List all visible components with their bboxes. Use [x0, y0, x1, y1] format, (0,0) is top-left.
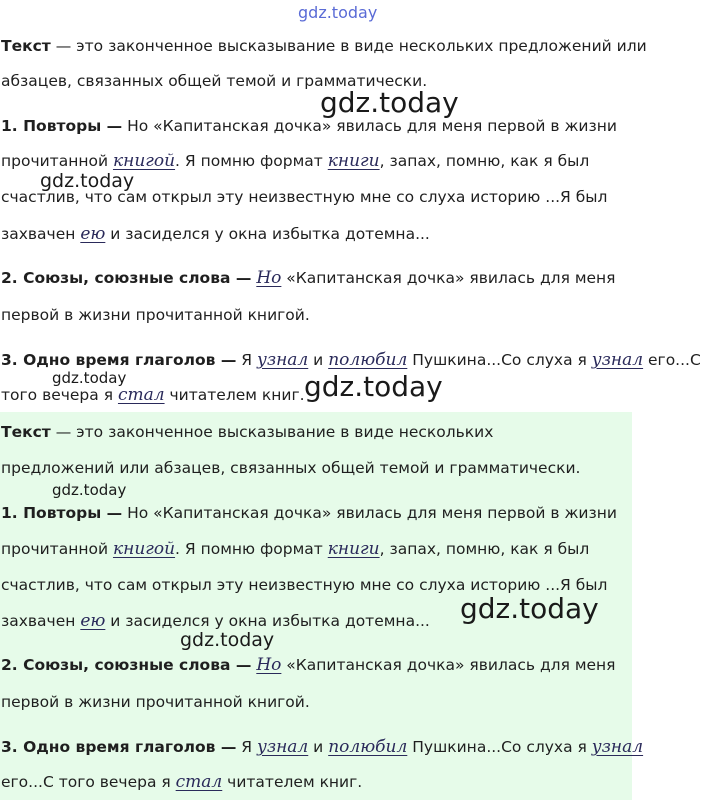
text-run: счастлив, что сам открыл эту неизвестную мне со слуха историю ...Я был: [1, 576, 608, 594]
repetitions-line-4: [1, 224, 430, 244]
handwritten-word: полюбил: [328, 350, 408, 370]
text-run: Пушкина...Со слуха я: [407, 738, 592, 756]
repetitions-line-1: [1, 503, 617, 523]
text-definition-line-1: Текст — это законченное высказывание в виде нескольких предложений или: [1, 37, 647, 55]
handwritten-word: стал: [117, 385, 165, 405]
watermark-logo: gdz.today: [298, 3, 378, 22]
text-run: и засиделся у окна избытка дотемна...: [105, 225, 430, 243]
handwritten-word: Но: [256, 655, 282, 675]
text-run: прочитанной: [1, 152, 113, 170]
watermark-logo: gdz.today: [180, 629, 275, 651]
text-run: , запах, помню, как я был: [379, 152, 590, 170]
verbs-line-2: [1, 772, 362, 792]
text-run: . Я помню формат: [175, 540, 328, 558]
text-run: прочитанной: [1, 540, 113, 558]
text-run: захвачен: [1, 612, 81, 630]
verbs-line-2: [1, 385, 305, 405]
text-run: «Капитанская дочка» явилась для меня: [281, 269, 616, 287]
text-run: и засиделся у окна избытка дотемна...: [105, 612, 430, 630]
handwritten-word: узнал: [256, 737, 309, 757]
handwritten-word: ею: [80, 224, 106, 244]
text-run: Но «Капитанская дочка» явилась для меня первой в жизни: [122, 504, 617, 522]
text-run: . Я помню формат: [175, 152, 328, 170]
text-run: читателем книг.: [164, 386, 305, 404]
section-heading: 2. Союзы, союзные слова —: [1, 656, 252, 674]
repetitions-line-2: [1, 151, 589, 171]
handwritten-word: узнал: [256, 350, 309, 370]
repetitions-line-1: 1. Повторы — Но «Капитанская дочка» явилась для меня первой в жизни: [1, 117, 617, 135]
text-definition-line-1: [1, 422, 493, 442]
handwritten-word: стал: [175, 772, 223, 792]
verbs-line-1: [1, 350, 701, 370]
conjunctions-line-2: [1, 305, 310, 325]
watermark-logo: gdz.today: [52, 481, 127, 499]
section-heading: 3. Одно время глаголов —: [1, 351, 237, 369]
text-run: первой в жизни прочитанной книгой.: [1, 693, 310, 711]
conjunctions-line-1: [1, 268, 616, 288]
text-run: и: [308, 351, 329, 369]
watermark-logo: gdz.today: [52, 369, 127, 387]
text-run: его...С: [643, 351, 701, 369]
text-run: первой в жизни прочитанной книгой.: [1, 306, 310, 324]
text-run: предложений или абзацев, связанных общей темой и грамматически.: [1, 459, 581, 477]
text-run: — это законченное высказывание в виде нескольких: [50, 423, 494, 441]
term-heading: Текст: [1, 37, 51, 55]
watermark-logo: gdz.today: [320, 86, 459, 119]
handwritten-word: книгой: [112, 539, 176, 559]
verbs-line-1: [1, 737, 643, 757]
watermark-logo: gdz.today: [304, 370, 443, 403]
text-run: захвачен: [1, 225, 81, 243]
handwritten-word: ею: [80, 611, 106, 631]
handwritten-word: узнал: [591, 350, 644, 370]
handwritten-word: книги: [327, 539, 380, 559]
text-run: читателем книг.: [222, 773, 363, 791]
text-run: «Капитанская дочка» явилась для меня: [281, 656, 616, 674]
section-heading: 1. Повторы —: [1, 117, 123, 135]
text-definition-line-2: абзацев, связанных общей темой и грамматически.: [1, 72, 428, 90]
text-definition-line-2: [1, 458, 580, 478]
section-heading: 3. Одно время глаголов —: [1, 738, 237, 756]
watermark-logo: gdz.today: [460, 592, 599, 625]
conjunctions-line-2: [1, 692, 310, 712]
watermark-logo: gdz.today: [40, 170, 135, 192]
text-run: его...С того вечера я: [1, 773, 176, 791]
text-run: счастлив, что сам открыл эту неизвестную мне со слуха историю ...Я был: [1, 188, 608, 206]
handwritten-word: книги: [327, 151, 380, 171]
term-heading: Текст: [1, 423, 51, 441]
section-heading: 2. Союзы, союзные слова —: [1, 269, 252, 287]
handwritten-word: Но: [256, 268, 282, 288]
handwritten-word: книгой: [112, 151, 176, 171]
conjunctions-line-1: [1, 655, 616, 675]
section-heading: 1. Повторы —: [1, 504, 123, 522]
text-run: Пушкина...Со слуха я: [407, 351, 592, 369]
text-run: и: [308, 738, 329, 756]
repetitions-line-2: [1, 539, 589, 559]
repetitions-line-4: [1, 611, 430, 631]
text-run: , запах, помню, как я был: [379, 540, 590, 558]
handwritten-word: полюбил: [328, 737, 408, 757]
text-run: Я: [236, 351, 257, 369]
handwritten-word: узнал: [591, 737, 644, 757]
text-run: того вечера я: [1, 386, 118, 404]
text-run: Я: [236, 738, 257, 756]
